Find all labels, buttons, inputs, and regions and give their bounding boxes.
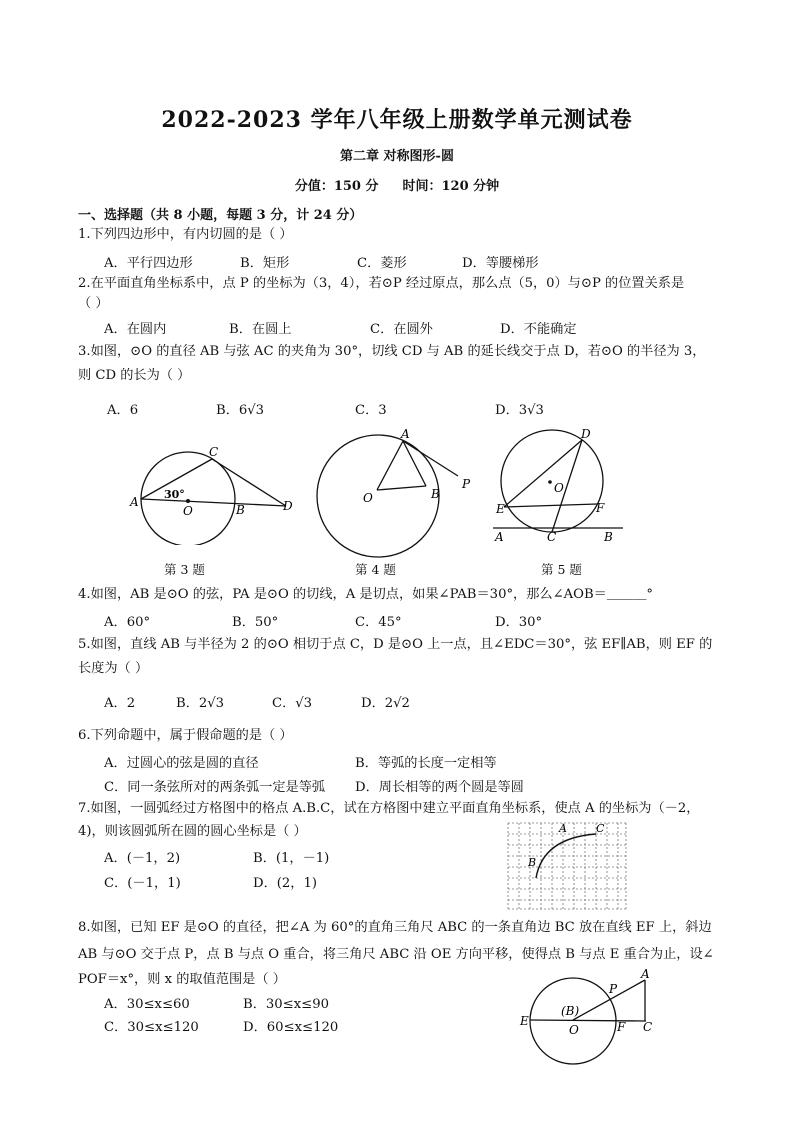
fig3-label-o: O	[183, 504, 193, 518]
question-2-option-a: A．在圆内	[104, 322, 167, 337]
question-7-option-c: C．(－1，1)	[104, 876, 181, 891]
center-dot	[548, 480, 552, 484]
question-2-stem-line-2: （ ）	[78, 296, 109, 311]
fig7-label-c: C	[596, 822, 605, 835]
question-6-option-c: C．同一条弦所对的两条弧一定是等弧	[104, 780, 326, 795]
score-text: 分值：150 分	[294, 179, 379, 194]
fig3-angle-label: 30°	[164, 488, 185, 501]
question-4-option-d: D．30°	[495, 615, 543, 630]
fig5-label-d: D	[581, 427, 591, 441]
segment-ed	[504, 440, 582, 507]
fig4-label-a: A	[401, 427, 410, 441]
figure-4-diagram	[315, 425, 480, 565]
question-8-option-a: A．30≤x≤60	[104, 997, 190, 1012]
fig8-label-a: A	[641, 967, 650, 981]
question-4-option-b: B．50°	[232, 615, 279, 630]
question-7-stem-line-2: 4)，则该圆弧所在圆的圆心坐标是（ ）	[78, 824, 307, 839]
grid-lines	[508, 823, 626, 909]
question-1-stem: 1.下列四边形中，有内切圆的是（ ）	[78, 227, 293, 242]
question-8-stem-line-1: 8.如图，已知 EF 是⊙O 的直径，把∠A 为 60°的直角三角尺 ABC 的一条直角边 BC 放在直线 EF 上，斜边	[78, 920, 712, 935]
line-ad	[141, 499, 286, 506]
fig4-label-b: B	[431, 487, 440, 501]
radius-oa	[377, 441, 403, 490]
fig5-label-o: O	[554, 481, 564, 495]
fig5-label-f: F	[596, 501, 605, 515]
fig8-label-c: C	[643, 1020, 653, 1034]
question-2-option-c: C．在圆外	[370, 322, 433, 337]
question-7-option-a: A．(－1，2)	[104, 851, 181, 866]
question-8-stem-line-3: POF＝x°，则 x 的取值范围是（ ）	[78, 972, 286, 987]
section-title: 一、选择题（共 8 小题，每题 3 分，计 24 分）	[78, 208, 363, 223]
question-6-option-a: A．过圆心的弦是圆的直径	[104, 756, 259, 771]
radius-ob	[377, 486, 426, 490]
question-3-option-b: B．6√3	[216, 403, 265, 418]
fig3-label-b: B	[236, 503, 245, 517]
question-4-option-c: C．45°	[355, 615, 402, 630]
figure-8-diagram	[515, 965, 665, 1067]
time-text: 时间：120 分钟	[402, 179, 500, 194]
question-1-option-b: B．矩形	[240, 256, 290, 271]
question-1-option-d: D．等腰梯形	[462, 256, 539, 271]
question-7-option-d: D．(2，1)	[253, 876, 318, 891]
fig8-label-f: F	[617, 1020, 626, 1034]
fig7-label-b: B	[528, 856, 537, 869]
fig3-label-d: D	[283, 499, 293, 513]
page-title: 2022-2023 学年八年级上册数学单元测试卷	[161, 107, 633, 133]
fig8-label-e: E	[520, 1014, 529, 1028]
fig3-label-c: C	[209, 445, 219, 459]
tangent-cd	[212, 459, 286, 506]
caption-figure-4: 第 4 题	[355, 562, 396, 577]
fig3-label-a: A	[130, 495, 139, 509]
fig8-label-b-paren: (B)	[561, 1004, 580, 1018]
circle-o	[317, 435, 439, 557]
question-8-stem-line-2: AB 与⊙O 交于点 P，点 B 与点 O 重合，将三角尺 ABC 沿 OE 方向平移，使得点 B 与点 E 重合为止，设∠	[78, 947, 714, 962]
question-7-option-b: B．(1，－1)	[253, 851, 330, 866]
center-dot	[186, 499, 190, 503]
question-5-option-b: B．2√3	[176, 696, 225, 711]
question-3-option-c: C．3	[355, 403, 387, 418]
question-3-option-d: D．3√3	[495, 403, 544, 418]
circle-o	[501, 430, 603, 532]
question-1-option-c: C．菱形	[357, 256, 407, 271]
caption-figure-3: 第 3 题	[164, 562, 205, 577]
question-6-option-b: B．等弧的长度一定相等	[355, 756, 497, 771]
question-7-stem-line-1: 7.如图，一圆弧经过方格图中的格点 A.B.C，试在方格图中建立平面直角坐标系，使点 A 的坐标为（－2，	[78, 801, 700, 816]
question-8-option-d: D．60≤x≤120	[243, 1020, 339, 1035]
question-8-option-b: B．30≤x≤90	[243, 997, 329, 1012]
question-3-stem-line-1: 3.如图，⊙O 的直径 AB 与弦 AC 的夹角为 30°，切线 CD 与 AB 的延长线交于点 D，若⊙O 的半径为 3，	[78, 344, 706, 359]
fig8-label-o: O	[569, 1023, 579, 1037]
fig5-label-e: E	[496, 502, 505, 516]
chord-ef	[504, 504, 597, 507]
question-5-option-a: A．2	[104, 696, 136, 711]
figure-7-grid-diagram	[505, 820, 630, 912]
question-2-stem-line-1: 2.在平面直角坐标系中，点 P 的坐标为（3，4），若⊙P 经过原点，那么点（5，0）与⊙P 的位置关系是	[78, 276, 685, 291]
question-5-stem-line-2: 长度为（ ）	[78, 661, 149, 676]
caption-figure-5: 第 5 题	[541, 562, 582, 577]
question-6-option-d: D．周长相等的两个圆是等圆	[355, 780, 524, 795]
line-ec	[530, 1020, 646, 1021]
question-1-option-a: A．平行四边形	[104, 256, 193, 271]
question-2-option-b: B．在圆上	[229, 322, 292, 337]
fig4-label-o: O	[363, 491, 373, 505]
fig8-label-p: P	[609, 982, 618, 996]
question-6-stem: 6.下列命题中，属于假命题的是（ ）	[78, 728, 293, 743]
circle-o	[141, 452, 235, 545]
figure-5-diagram	[490, 425, 630, 550]
fig7-label-a: A	[559, 822, 567, 835]
question-2-option-d: D．不能确定	[500, 322, 577, 337]
fig5-label-c: C	[547, 530, 557, 544]
question-5-stem-line-1: 5.如图，直线 AB 与半径为 2 的⊙O 相切于点 C，D 是⊙O 上一点，且∠EDC＝30°，弦 EF∥AB，则 EF 的	[78, 637, 713, 652]
fig4-label-p: P	[462, 477, 471, 491]
fig5-label-a: A	[495, 530, 504, 544]
question-4-stem: 4.如图，AB 是⊙O 的弦，PA 是⊙O 的切线，A 是切点，如果∠PAB＝30°，那么∠AOB＝＿＿＿°	[78, 587, 654, 602]
question-5-option-c: C．√3	[272, 696, 313, 711]
question-8-option-c: C．30≤x≤120	[104, 1020, 199, 1035]
figure-3-diagram	[120, 440, 310, 545]
fig5-label-b: B	[604, 530, 613, 544]
question-4-option-a: A．60°	[104, 615, 151, 630]
question-3-option-a: A．6	[107, 403, 139, 418]
exam-meta	[0, 175, 794, 194]
question-3-stem-line-2: 则 CD 的长为（ ）	[78, 368, 191, 383]
question-5-option-d: D．2√2	[361, 696, 410, 711]
chapter-subtitle: 第二章 对称图形-圆	[340, 149, 454, 164]
